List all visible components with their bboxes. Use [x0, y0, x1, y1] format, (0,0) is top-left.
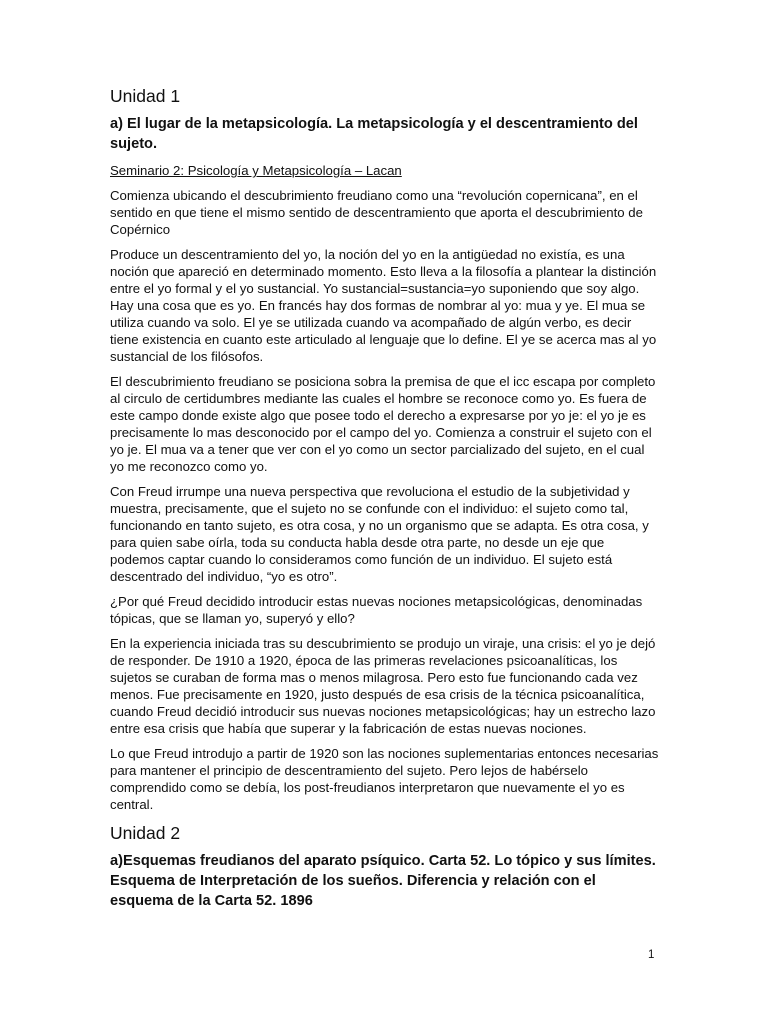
page-number: 1 [648, 949, 655, 961]
paragraph-copernican-revolution: Comienza ubicando el descubrimiento freudiano como una “revolución copernicana”, en el sentido en que tiene el mismo sentido de descentramiento que aporta el descubrimiento de Copérnico [110, 188, 643, 237]
paragraph-question-topicas: ¿Por qué Freud decidido introducir estas nuevas nociones metapsicológicas, denominadas tópicas, que se llaman yo, superyó y ello? [110, 594, 643, 626]
paragraph-experiencia-crisis: En la experiencia iniciada tras su descubrimiento se produjo un viraje, una crisis: el yo je dejó de responder. De 1910 a 1920, época de las primeras revelaciones psicoanalíticas, los sujetos se curaban de forma mas o menos milagrosa. Pero esto fue funcionando cada vez menos. Fue precisamente en 1920, justo después de esa crisis de la técnica psicoanalítica, cuando Freud decidió introducir sus nuevas nociones metapsicológicas; hay un estrecho lazo entre esa crisis que había que superar y la fabricación de estas nuevas nociones. [110, 636, 656, 736]
paragraph-nociones-suplementarias: Lo que Freud introdujo a partir de 1920 son las nociones suplementarias entonces necesarias para mantener el principio de descentramiento del sujeto. Pero lejos de habérselo comprendido como se debía, los post-freudianos interpretaron que nuevamente el yo es central. [110, 746, 659, 812]
paragraph-descentramiento-del-yo: Produce un descentramiento del yo, la noción del yo en la antigüedad no existía, es una noción que apareció en determinado momento. Esto lleva a la filosofía a plantear la distinción entre el yo formal y el yo sustancial. Yo sustancial=sustancia=yo suponiendo que soy algo. Hay una cosa que es yo. En francés hay dos formas de nombrar al yo: mua y ye. El mua se utiliza cuando va solo. El ye se utilizada cuando va acompañado de algún verbo, es decir tiene existencia en cuanto este articulado al lenguaje que lo define. El ye se acerca mas al yo sustancial de los filósofos. [110, 247, 657, 364]
unit-2-section-a-heading: a)Esquemas freudianos del aparato psíquico. Carta 52. Lo tópico y sus límites. Esquema de Interpretación de los sueños. Diferencia y relación con el esquema de la Carta 52. 1896 [110, 853, 656, 909]
unit-1-section-a-heading: a) El lugar de la metapsicología. La metapsicología y el descentramiento del sujeto. [110, 116, 638, 152]
unit-2-heading: Unidad 2 [110, 823, 181, 843]
page-content [110, 84, 660, 919]
paragraph-descubrimiento-freudiano: El descubrimiento freudiano se posiciona sobra la premisa de que el icc escapa por completo al circulo de certidumbres mediante las cuales el hombre se reconoce como yo. Es fuera de este campo donde existe algo que posee todo el derecho a expresarse por yo je: el yo je es precisamente lo mas desconocido por el campo del yo. Comienza a construir el sujeto con el yo je. El mua va a tener que ver con el yo como un sector parcializado del sujeto, en el cual yo me reconozco como yo. [110, 374, 656, 474]
seminar-2-reference: Seminario 2: Psicología y Metapsicología – Lacan [110, 163, 402, 178]
paragraph-con-freud: Con Freud irrumpe una nueva perspectiva que revoluciona el estudio de la subjetividad y muestra, precisamente, que el sujeto no se confunde con el individuo: el sujeto como tal, funcionando en tanto sujeto, es otra cosa, y no un organismo que se adapta. Es otra cosa, y para quien sabe oírla, toda su conducta habla desde otra parte, no desde un eje que podemos captar cuando lo consideramos como función de un individuo. El sujeto está descentrado del individuo, “yo es otro”. [110, 484, 649, 584]
unit-1-heading: Unidad 1 [110, 86, 181, 106]
